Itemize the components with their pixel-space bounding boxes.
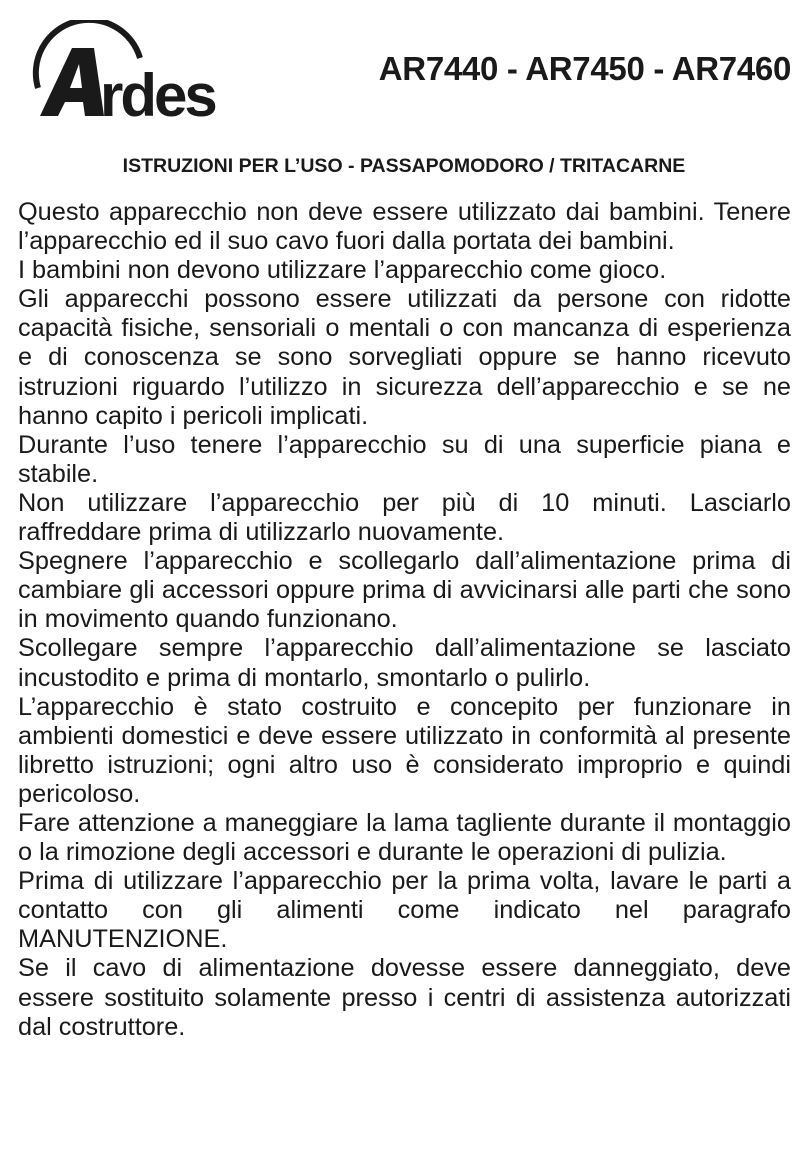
instruction-paragraph: Durante l’uso tenere l’apparecchio su di una superficie piana e stabile.	[18, 430, 791, 488]
instruction-paragraph: Scollegare sempre l’apparecchio dall’alimentazione se lasciato incustodito e prima di montarlo, smontarlo o pulirlo.	[18, 634, 791, 692]
instructions-body	[18, 198, 791, 1042]
instruction-paragraph: Spegnere l’apparecchio e scollegarlo dall’alimentazione prima di cambiare gli accessori oppure prima di avvicinarsi alle parti che sono in movimento quando funzionano.	[18, 547, 791, 634]
svg-text:rdes: rdes	[100, 62, 215, 124]
instruction-paragraph: Se il cavo di alimentazione dovesse essere danneggiato, deve essere sostituito solamente presso i centri di assistenza autorizzati dal costruttore.	[18, 954, 791, 1041]
document-subtitle: ISTRUZIONI PER L’USO - PASSAPOMODORO / TRITACARNE	[122, 155, 686, 177]
ardes-logo	[18, 20, 280, 124]
instruction-paragraph: Gli apparecchi possono essere utilizzati da persone con ridotte capacità fisiche, sensoriali o mentali o con mancanza di esperienza e di conoscenza se sono sorvegliati oppure se hanno ricevuto istruzioni riguardo l’utilizzo in sicurezza dell’apparecchio e se ne hanno capito i pericoli implicati.	[18, 285, 791, 430]
instruction-paragraph: I bambini non devono utilizzare l’apparecchio come gioco.	[18, 256, 667, 285]
instruction-paragraph: Non utilizzare l’apparecchio per più di 10 minuti. Lasciarlo raffreddare prima di utilizzarlo nuovamente.	[18, 488, 791, 547]
instruction-paragraph: Prima di utilizzare l’apparecchio per la prima volta, lavare le parti a contatto con gli alimenti come indicato nel paragrafo MANUTENZIONE.	[18, 867, 791, 954]
instruction-paragraph: Fare attenzione a maneggiare la lama tagliente durante il montaggio o la rimozione degli accessori e durante le operazioni di pulizia.	[18, 808, 791, 867]
model-numbers: AR7440 - AR7450 - AR7460	[378, 50, 791, 87]
instruction-paragraph: L’apparecchio è stato costruito e concepito per funzionare in ambienti domestici e deve essere utilizzato in conformità al presente libretto istruzioni; ogni altro uso è considerato improprio e quindi pericoloso.	[18, 692, 791, 808]
instruction-paragraph: Questo apparecchio non deve essere utilizzato dai bambini. Tenere l’apparecchio ed il suo cavo fuori dalla portata dei bambini.	[18, 198, 791, 256]
